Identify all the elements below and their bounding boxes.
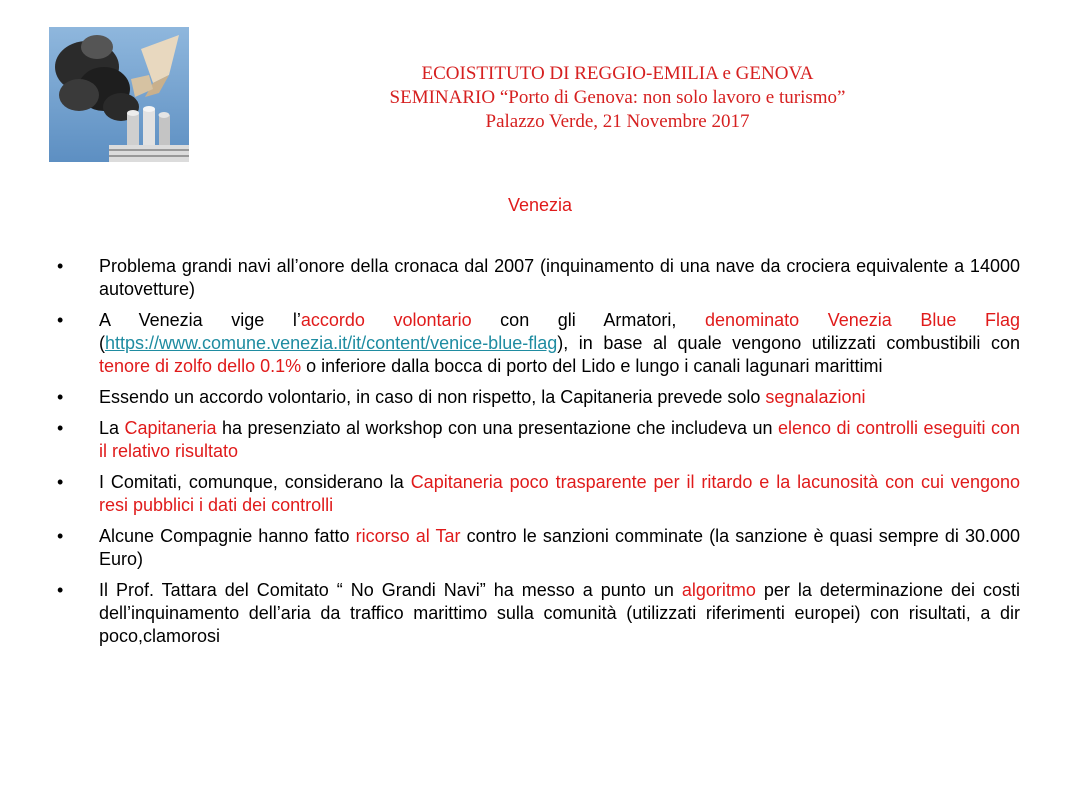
highlight-text: Capitaneria poco trasparente per il ritardo e la lacunosità con cui vengono resi pubblici i dati dei controlli	[99, 472, 1020, 515]
bullet-text: A Venezia vige l’	[99, 310, 301, 330]
bullet-icon: •	[57, 387, 64, 407]
list-item	[55, 579, 1020, 648]
bullet-icon: •	[57, 526, 64, 546]
list-item	[55, 255, 1020, 301]
bullet-text: ha presenziato al workshop con una presentazione che includeva un	[216, 418, 778, 438]
bullet-text: Essendo un accordo volontario, in caso di non rispetto, la Capitaneria prevede solo	[99, 387, 766, 407]
bullet-text: I Comitati, comunque, considerano la	[99, 472, 411, 492]
list-item	[55, 471, 1020, 517]
logo-image	[49, 27, 189, 162]
bullet-text: Il Prof. Tattara del Comitato “ No Grandi Navi” ha messo a punto un	[99, 580, 682, 600]
highlight-text: algoritmo	[681, 580, 756, 600]
ship-smoke-illustration	[49, 27, 189, 162]
bullet-text: Alcune Compagnie hanno fatto	[99, 526, 356, 546]
bullet-text: o inferiore dalla bocca di porto del Lido e lungo i canali lagunari marittimi	[301, 356, 883, 376]
header-institute: ECOISTITUTO DI REGGIO-EMILIA e GENOVA	[421, 63, 814, 84]
list-item	[55, 525, 1020, 571]
highlight-text: ricorso al Tar	[355, 526, 461, 546]
bullet-list	[55, 255, 1020, 656]
highlight-text: segnalazioni	[765, 387, 866, 407]
list-item	[55, 386, 1020, 409]
bullet-text: per la determinazione dei costi dell’inquinamento dell’aria da traffico marittimo sulla comunità (utilizzati riferimenti europei) con risultati, a dir poco,clamorosi	[99, 580, 1020, 646]
bullet-text: (	[99, 333, 105, 353]
venice-blue-flag-link[interactable]: https://www.comune.venezia.it/it/content/venice-blue-flag	[105, 333, 558, 353]
bullet-icon: •	[57, 472, 64, 492]
highlight-text: accordo volontario	[300, 310, 472, 330]
bullet-text: La	[99, 418, 125, 438]
bullet-icon: •	[57, 310, 64, 330]
header-venue-date: Palazzo Verde, 21 Novembre 2017	[485, 111, 750, 132]
bullet-icon: •	[57, 580, 64, 600]
bullet-text: con gli Armatori,	[471, 310, 706, 330]
bullet-icon: •	[57, 418, 64, 438]
list-item	[55, 417, 1020, 463]
highlight-text: elenco di controlli eseguiti con il relativo risultato	[99, 418, 1020, 461]
bullet-text: ), in base al quale vengono utilizzati combustibili con	[557, 333, 1020, 353]
bullet-text: contro le sanzioni comminate (la sanzione è quasi sempre di 30.000 Euro)	[99, 526, 1020, 569]
bullet-icon: •	[57, 256, 64, 276]
section-title: Venezia	[507, 195, 573, 215]
header-seminar: SEMINARIO “Porto di Genova: non solo lavoro e turismo”	[389, 87, 846, 108]
list-item	[55, 309, 1020, 378]
highlight-text: tenore di zolfo dello 0.1%	[99, 356, 302, 376]
highlight-text: denominato Venezia Blue Flag	[705, 310, 1020, 330]
header	[240, 62, 995, 134]
bullet-text: Problema grandi navi all’onore della cronaca dal 2007 (inquinamento di una nave da crociera equivalente a 14000 autovetture)	[99, 256, 1020, 299]
highlight-text: Capitaneria	[124, 418, 217, 438]
